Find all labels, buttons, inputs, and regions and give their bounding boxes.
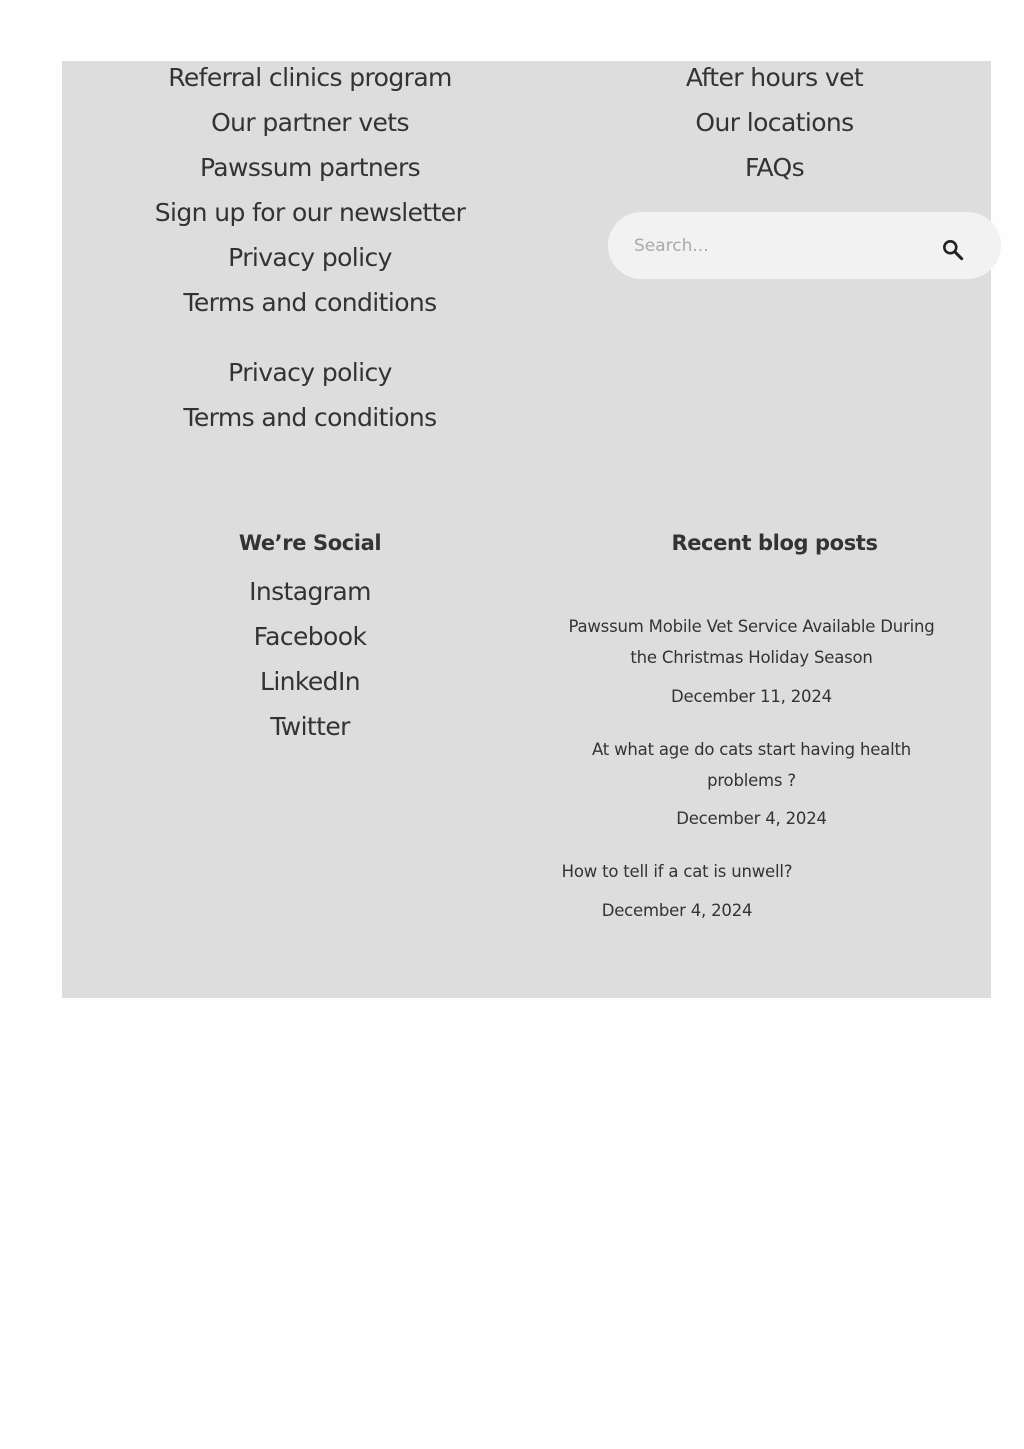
link-terms-and-conditions[interactable]: Terms and conditions (183, 288, 437, 317)
blog-heading: Recent blog posts (671, 531, 878, 555)
search-form (608, 212, 1001, 279)
social-link-instagram[interactable]: Instagram (249, 577, 371, 606)
link-newsletter-signup[interactable]: Sign up for our newsletter (154, 198, 466, 227)
blog-post-date: December 4, 2024 (676, 809, 827, 828)
social-link-twitter[interactable]: Twitter (270, 712, 350, 741)
link-our-locations[interactable]: Our locations (695, 108, 854, 137)
link-pawssum-partners[interactable]: Pawssum partners (199, 153, 421, 182)
blog-post-date: December 4, 2024 (601, 901, 753, 920)
link-privacy-policy[interactable]: Privacy policy (228, 243, 392, 272)
link-faqs[interactable]: FAQs (744, 153, 805, 182)
legal-link-terms-and-conditions[interactable]: Terms and conditions (183, 403, 437, 432)
footer (62, 61, 991, 998)
blog-post-title[interactable]: At what age do cats start having health problems ? (592, 740, 911, 790)
link-after-hours-vet[interactable]: After hours vet (685, 63, 864, 92)
social-link-facebook[interactable]: Facebook (253, 622, 367, 651)
link-referral-clinics-program[interactable]: Referral clinics program (168, 63, 452, 92)
search-icon (940, 237, 966, 263)
blog-post-date: December 11, 2024 (671, 687, 832, 706)
search-button[interactable] (933, 226, 973, 266)
blog-post-title[interactable]: Pawssum Mobile Vet Service Available During the Christmas Holiday Season (568, 617, 935, 667)
social-link-linkedin[interactable]: LinkedIn (260, 667, 360, 696)
legal-link-privacy-policy[interactable]: Privacy policy (228, 358, 392, 387)
social-heading: We’re Social (238, 531, 382, 555)
search-input[interactable] (634, 212, 924, 279)
footer-left-column (62, 61, 558, 998)
blog-post-title[interactable]: How to tell if a cat is unwell? (561, 862, 793, 881)
footer-right-column (558, 61, 991, 998)
link-our-partner-vets[interactable]: Our partner vets (211, 108, 409, 137)
